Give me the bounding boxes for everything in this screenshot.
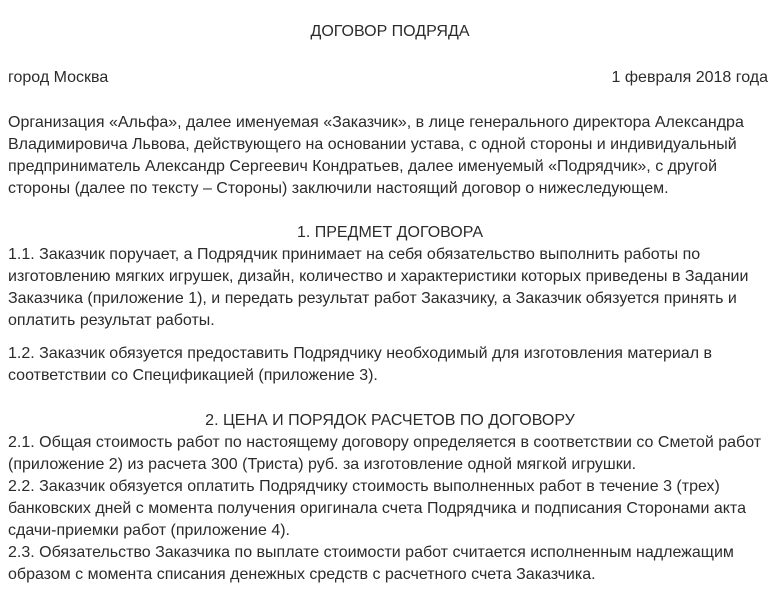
section-heading-price: 2. ЦЕНА И ПОРЯДОК РАСЧЕТОВ ПО ДОГОВОРУ bbox=[205, 412, 575, 429]
contract-city: город Москва bbox=[8, 69, 109, 86]
document-title: ДОГОВОР ПОДРЯДА bbox=[310, 23, 470, 40]
clause-2-2 bbox=[8, 476, 778, 542]
paragraph-line: стороны (далее по тексту – Стороны) заключили настоящий договор о нижеследующем. bbox=[8, 180, 669, 197]
paragraph-line: банковских дней с момента получения оригинала счета Подрядчика и подписания Сторонами акта bbox=[8, 500, 746, 517]
contract-date: 1 февраля 2018 года bbox=[611, 69, 768, 86]
paragraph-line: оплатить результат работы. bbox=[8, 312, 215, 329]
paragraph-line: 1.2. Заказчик обязуется предоставить Подрядчику необходимый для изготовления материал в bbox=[8, 345, 712, 362]
clause-1-1 bbox=[8, 244, 778, 332]
paragraph-line: Заказчика (приложение 1), и передать результат работ Заказчику, а Заказчик обязуется принять и bbox=[8, 290, 737, 307]
paragraph-line: изготовлению мягких игрушек, дизайн, количество и характеристики которых приведены в Задании bbox=[8, 268, 749, 285]
paragraph-line: Организация «Альфа», далее именуемая «Заказчик», в лице генерального директора Александра bbox=[8, 114, 744, 131]
clause-1-2 bbox=[8, 343, 778, 387]
paragraph-line: 2.2. Заказчик обязуется оплатить Подрядчику стоимость выполненных работ в течение 3 (трех) bbox=[8, 478, 720, 495]
section-heading-subject: 1. ПРЕДМЕТ ДОГОВОРА bbox=[296, 224, 484, 241]
clause-2-3 bbox=[8, 542, 778, 586]
paragraph-line: (приложение 2) из расчета 300 (Триста) руб. за изготовление одной мягкой игрушки. bbox=[8, 456, 637, 473]
paragraph-line: 2.1. Общая стоимость работ по настоящему договору определяется в соответствии со Сметой работ bbox=[8, 434, 762, 451]
paragraph-line: соответствии со Спецификацией (приложение 3). bbox=[8, 367, 378, 384]
paragraph-line: образом с момента списания денежных средств с расчетного счета Заказчика. bbox=[8, 566, 596, 583]
intro-paragraph bbox=[8, 112, 778, 200]
clause-2-1 bbox=[8, 432, 778, 476]
paragraph-line: сдачи-приемки работ (приложение 4). bbox=[8, 522, 290, 539]
paragraph-line: 1.1. Заказчик поручает, а Подрядчик принимает на себя обязательство выполнить работы по bbox=[8, 246, 701, 263]
paragraph-line: 2.3. Обязательство Заказчика по выплате стоимости работ считается исполненным надлежащим bbox=[8, 544, 734, 561]
paragraph-line: предприниматель Александр Сергеевич Кондратьев, далее именуемый «Подрядчик», с другой bbox=[8, 158, 718, 175]
paragraph-line: Владимировича Львова, действующего на основании устава, с одной стороны и индивидуальный bbox=[8, 136, 737, 153]
